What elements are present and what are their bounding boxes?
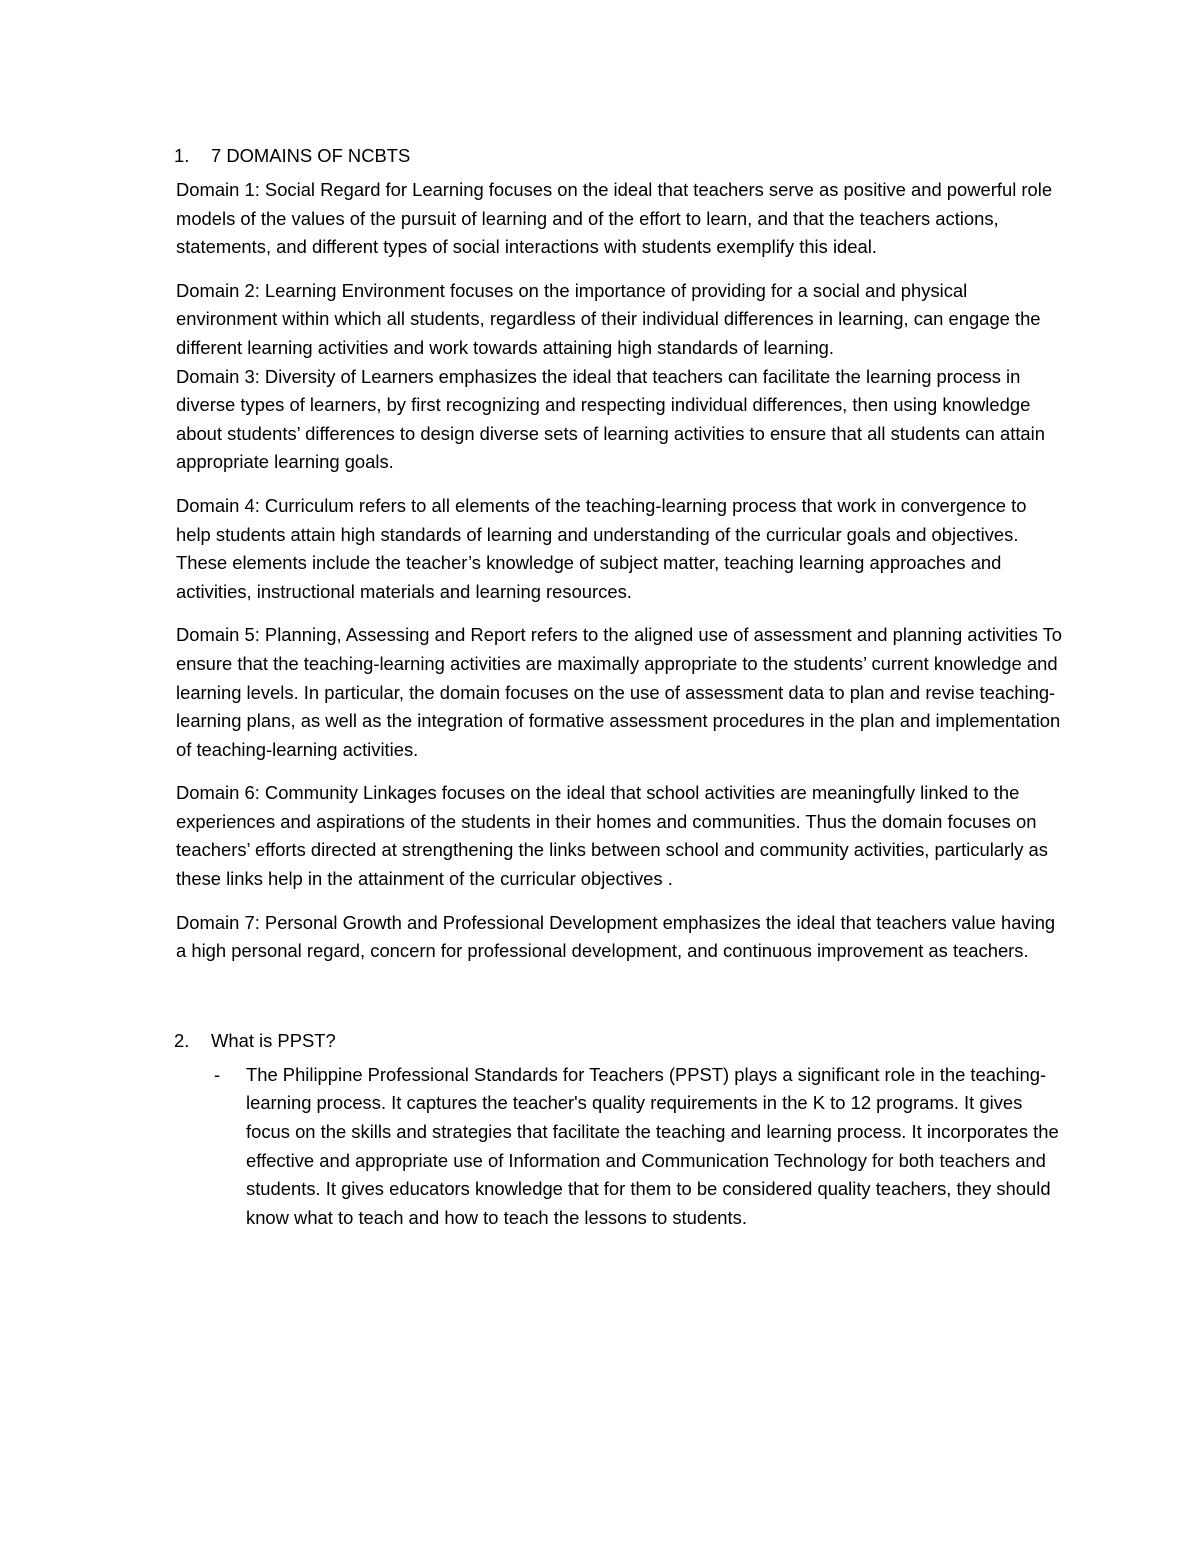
domain-5-paragraph: Domain 5: Planning, Assessing and Report refers to the aligned use of assessment and planning activities To ensure that the teaching-learning activities are maximally appropriate to the students’ current knowledge and learning levels. In particular, the domain focuses on the use of assessment data to plan and revise teaching-learning plans, as well as the integration of formative assessment procedures in the plan and implementation of teaching-learning activities. bbox=[176, 624, 1062, 760]
section-1-title: 7 DOMAINS OF NCBTS bbox=[211, 145, 411, 166]
ppst-answer-text: The Philippine Professional Standards for Teachers (PPST) plays a significant role in the teaching-learning process. It captures the teacher's quality requirements in the K to 12 programs. It gives focus on the skills and strategies that facilitate the teaching and learning process. It incorporates the effective and appropriate use of Information and Communication Technology for both teachers and students. It gives educators knowledge that for them to be considered quality teachers, they should know what to teach and how to teach the lessons to students. bbox=[246, 1063, 1059, 1228]
domain-7-paragraph: Domain 7: Personal Growth and Professional Development emphasizes the ideal that teachers value having a high personal regard, concern for professional development, and continuous improvement as teachers. bbox=[176, 911, 1056, 962]
domain-3-paragraph: Domain 3: Diversity of Learners emphasizes the ideal that teachers can facilitate the learning process in diverse types of learners, by first recognizing and respecting individual differences, then using knowledge about students’ differences to design diverse sets of learning activities to ensure that all students can attain appropriate learning goals. bbox=[176, 365, 1045, 473]
section-2-number: 2. bbox=[174, 1029, 190, 1051]
document-body bbox=[176, 142, 1066, 1232]
domain-4-paragraph: Domain 4: Curriculum refers to all elements of the teaching-learning process that work in convergence to help students attain high standards of learning and understanding of the curricular goals and objectives. These elements include the teacher’s knowledge of subject matter, teaching learning approaches and activities, instructional materials and learning resources. bbox=[176, 494, 1027, 602]
section-2-title: What is PPST? bbox=[211, 1029, 336, 1051]
ppst-answer-item bbox=[214, 1061, 1066, 1233]
section-2-heading bbox=[174, 1027, 1066, 1055]
domain-1-paragraph: Domain 1: Social Regard for Learning focuses on the ideal that teachers serve as positive and powerful role models of the values of the pursuit of learning and of the effort to learn, and that the teachers actions, statements, and different types of social interactions with students exemplify this ideal. bbox=[176, 179, 1053, 258]
dash-bullet: - bbox=[214, 1063, 221, 1085]
domain-6-paragraph: Domain 6: Community Linkages focuses on the ideal that school activities are meaningfully linked to the experiences and aspirations of the students in their homes and communities. Thus the domain focuses on teachers’ efforts directed at strengthening the links between school and community activities, particularly as these links help in the attainment of the curricular objectives . bbox=[176, 782, 1048, 890]
spacer bbox=[176, 981, 1066, 1027]
section-1-number: 1. bbox=[174, 145, 190, 166]
domain-2-paragraph: Domain 2: Learning Environment focuses on the importance of providing for a social and physical environment within which all students, regardless of their individual differences in learning, can engage the different learning activities and work towards attaining high standards of learning. bbox=[176, 279, 1041, 358]
section-1-heading bbox=[174, 142, 1066, 170]
